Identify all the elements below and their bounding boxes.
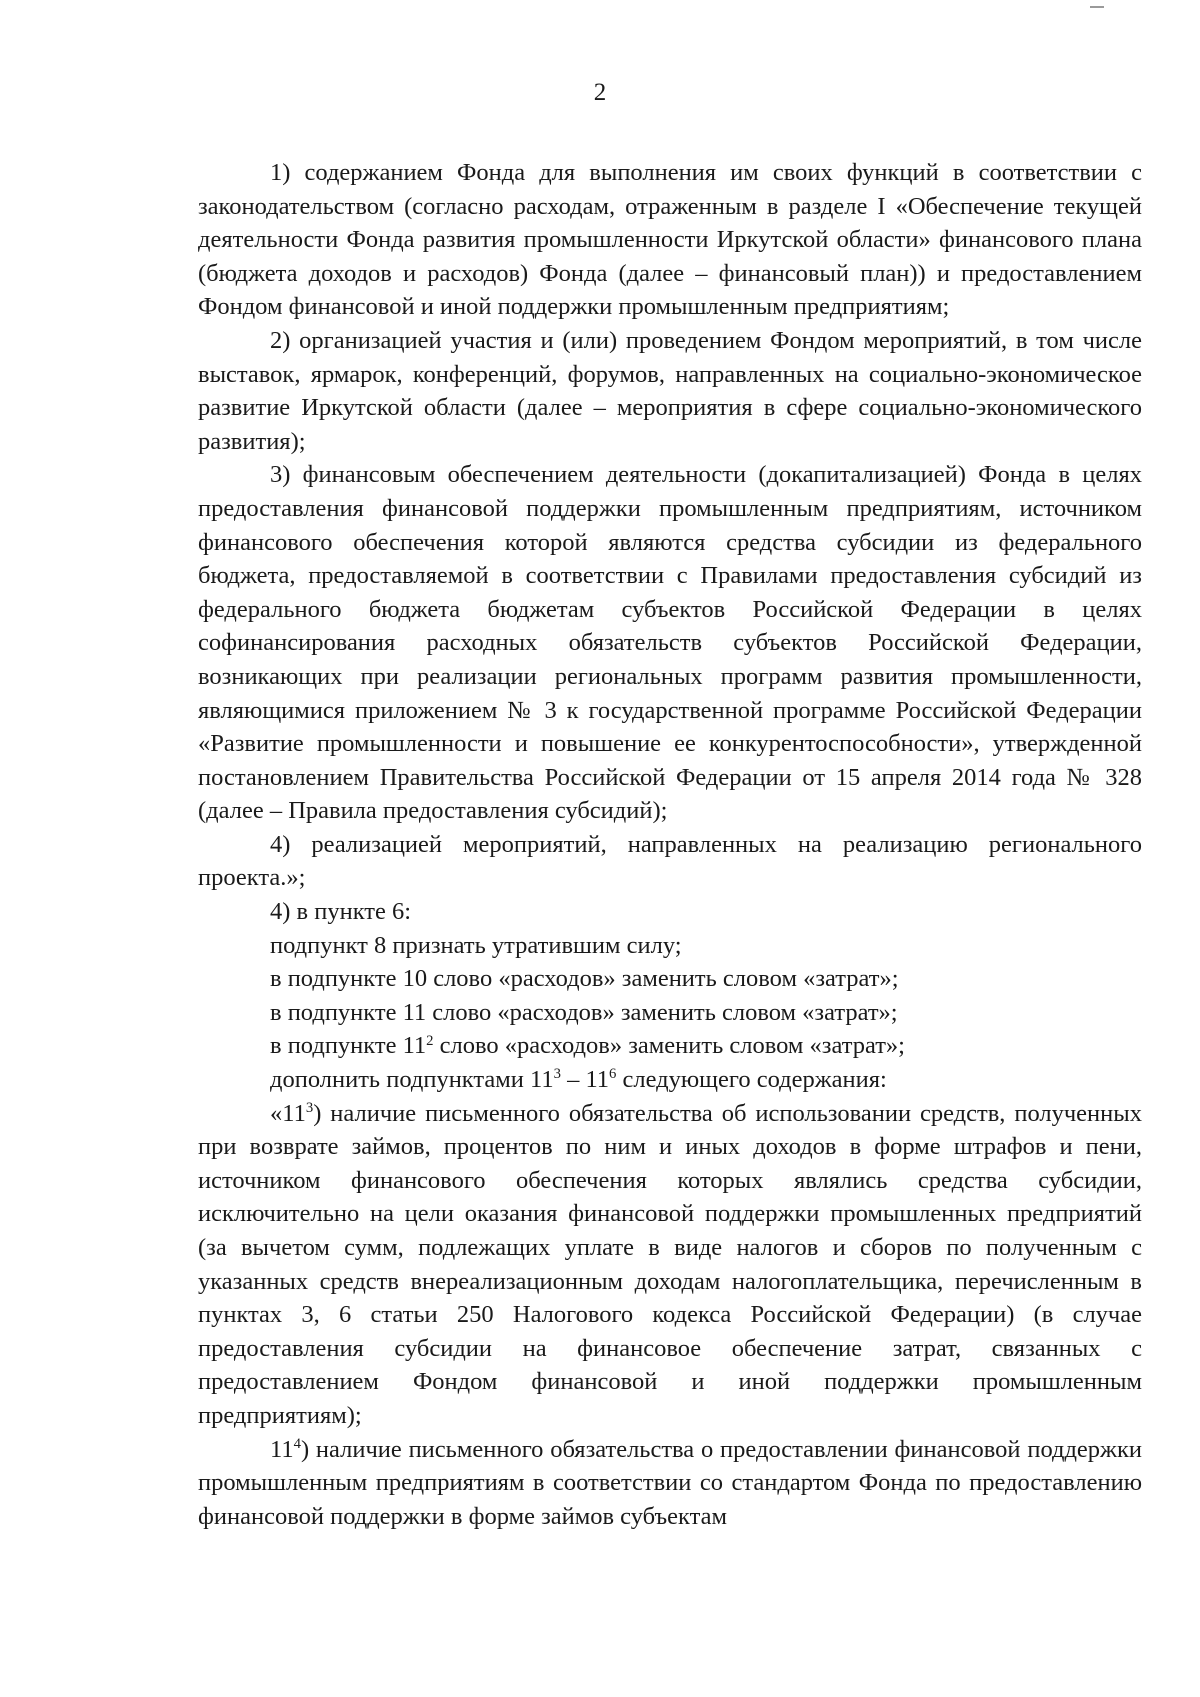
paragraph-9 bbox=[198, 1029, 1142, 1063]
paragraph-10-text-a: дополнить подпунктами 11 bbox=[270, 1066, 554, 1094]
paragraph-10-text-c: следующего содержания: bbox=[616, 1066, 887, 1094]
superscript: 3 bbox=[553, 1066, 561, 1083]
paragraph-4: 4) реализацией мероприятий, направленных на реализацию регионального проекта.»; bbox=[198, 830, 1142, 892]
paragraph-11-text-b: ) наличие письменного обязательства об использовании средств, полученных при возврате займов, процентов по ним и иных доходов в форме штрафов и пени, источником финансового обеспечения которых являлись средства субсидии, исключительно на цели оказания финансовой поддержки промышленных предприятий (за вычетом сумм, подлежащих уплате в виде налогов и сборов по полученным с указанных средств внереализационным доходам налогоплательщика, перечисленным в пунктах 3, 6 статьи 250 Налогового кодекса Российской Федерации) (в случае предоставления субсидии на финансовое обеспечение затрат, связанных с предоставлением Фондом финансовой и иной поддержки промышленным предприятиям); bbox=[198, 1099, 1142, 1429]
paragraph-5: 4) в пункте 6: bbox=[270, 898, 412, 926]
scan-mark bbox=[1090, 6, 1104, 8]
page-number: 2 bbox=[593, 79, 607, 106]
paragraph-12 bbox=[198, 1433, 1142, 1534]
superscript: 6 bbox=[609, 1066, 617, 1083]
paragraph-6: подпункт 8 признать утратившим силу; bbox=[270, 931, 682, 959]
paragraph-1: 1) содержанием Фонда для выполнения им своих функций в соответствии с законодательством (согласно расходам, отраженным в разделе I «Обеспечение текущей деятельности Фонда развития промышленности Иркутской области» финансового плана (бюджета доходов и расходов) Фонда (далее – финансовый план)) и предоставлением Фондом финансовой и иной поддержки промышленным предприятиям; bbox=[198, 159, 1142, 321]
paragraph-11-text-a: «11 bbox=[270, 1099, 306, 1127]
paragraph-12-text-b: ) наличие письменного обязательства о предоставлении финансовой поддержки промышленным предприятиям в соответствии со стандартом Фонда по предоставлению финансовой поддержки в форме займов субъектам bbox=[198, 1435, 1142, 1530]
paragraph-10-text-b: – 11 bbox=[560, 1066, 610, 1094]
paragraph-12-text-a: 11 bbox=[270, 1435, 294, 1463]
paragraph-2: 2) организацией участия и (или) проведением Фондом мероприятий, в том числе выставок, ярмарок, конференций, форумов, направленных на социально-экономическое развитие Иркутской области (далее – мероприятия в сфере социально-экономического развития); bbox=[198, 326, 1142, 455]
paragraph-9-text-a: в подпункте 11 bbox=[270, 1032, 427, 1060]
superscript: 4 bbox=[293, 1435, 301, 1452]
document-body bbox=[198, 156, 1142, 1533]
paragraph-11 bbox=[198, 1097, 1142, 1433]
paragraph-7: в подпункте 10 слово «расходов» заменить словом «затрат»; bbox=[270, 965, 899, 993]
superscript: 3 bbox=[305, 1099, 314, 1116]
superscript: 2 bbox=[426, 1032, 434, 1049]
paragraph-10 bbox=[198, 1063, 1142, 1097]
paragraph-3: 3) финансовым обеспечением деятельности (докапитализацией) Фонда в целях предоставления финансовой поддержки промышленным предприятиям, источником финансового обеспечения которой являются средства субсидии из федерального бюджета, предоставляемой в соответствии с Правилами предоставления субсидий из федерального бюджета бюджетам субъектов Российской Федерации в целях софинансирования расходных обязательств субъектов Российской Федерации, возникающих при реализации региональных программ развития промышленности, являющимися приложением № 3 к государственной программе Российской Федерации «Развитие промышленности и повышение ее конкурентоспособности», утвержденной постановлением Правительства Российской Федерации от 15 апреля 2014 года № 328 (далее – Правила предоставления субсидий); bbox=[198, 461, 1142, 825]
paragraph-8: в подпункте 11 слово «расходов» заменить словом «затрат»; bbox=[270, 998, 898, 1026]
paragraph-9-text-b: слово «расходов» заменить словом «затрат»; bbox=[433, 1032, 905, 1060]
